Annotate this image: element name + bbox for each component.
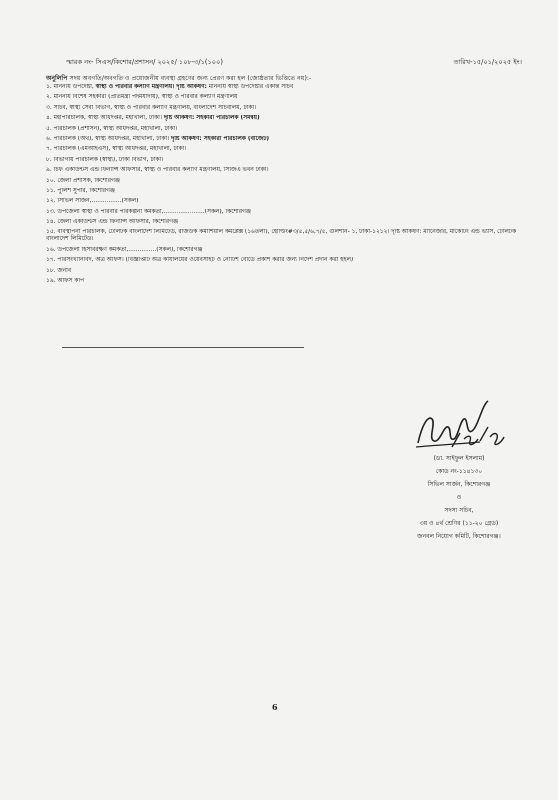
signature-block (394, 452, 524, 543)
distribution-item (46, 157, 526, 164)
distribution-item (46, 278, 526, 285)
distribution-item-pre: ৭. পরিচালক (এমআইএস), স্বাস্থ্য অধিদপ্তর, মহাখালী, ঢাকা। (46, 146, 187, 153)
distribution-item (46, 257, 526, 264)
distribution-item-pre: ১৫. ব্যবস্থাপনা পরিচালক, টেলিটক বাংলাদেশ লিমিটেড, রাজউক কমার্শিয়াল কমপ্লেক্স (১৬তলা), হোল্ডিং#৩/৫,৫/৬,৭/৫, গুলশান- ১, ঢাকা-১২১২। দৃষ্টি আকর্ষণ: ম্যানেজার, মার্কেটিং এন্ড ভ্যাস, টেলিটক বাংলাদেশ লিমিটেড। (46, 229, 517, 243)
distribution-item-pre: ৩. সচিব, স্বাস্থ্য সেবা বিভাগ, স্বাস্থ্য ও পরিবার কল্যাণ মন্ত্রণালয়, বাংলাদেশ সচিবালয়, ঢাকা। (46, 104, 257, 111)
distribution-item-pre: ১৬. উপজেলা হিসাবরক্ষণ কর্মকর্তা,...............(সকল), কিশোরগঞ্জ (46, 246, 203, 253)
distribution-item-pre: ৫. পরিচালক (প্রশাসন), স্বাস্থ্য অধিদপ্তর, মহাখালী, ঢাকা। (46, 125, 178, 132)
signatory-name: (ডা. সাইফুল ইসলাম) (433, 455, 485, 462)
signatory-code: কোড নং-১১৪১৩০ (435, 468, 483, 475)
memo-date: তারিখ-১৫/০১/২০২৫ ইং। (453, 58, 522, 66)
signatory-role: সদস্য সচিব, (444, 507, 474, 514)
distribution-item-pre: ৯. চিফ একাউন্টস এন্ড ফিন্যান্স অফিসার, স্বাস্থ্য ও পরিবার কল্যাণ মন্ত্রণালয়, সিজিএ ভবন ঢাকা। (46, 167, 269, 174)
distribution-item (46, 84, 526, 91)
distribution-item-post: মাননীয় স্বাস্থ্য উপদেষ্টার একান্ত সচিব (206, 84, 294, 90)
distribution-item-bold: দৃষ্টি আকর্ষণ: সহকারী পরিচালক (সমন্বয়) (163, 115, 260, 122)
copy-heading-text: সদয় অবগতি/অবগতি ও প্রয়োজনীয় ব্যবস্থা গ্রহণের জন্য প্রেরণ করা হল (জ্যেষ্ঠতার ভিত্তিতে নয়):- (69, 75, 312, 82)
distribution-item (46, 146, 526, 153)
memo-number: স্মারক নং- সিএস/কিশোর/প্রশাসন/ ২০২৫/ ১০৮-৩/১(১০০) (66, 58, 223, 66)
distribution-item-pre: ১. মাননীয় উপদেষ্টা, (46, 84, 96, 90)
distribution-item-pre: ২. মাননীয় বিশেষ সহকারী (প্রতিমন্ত্রী পদমর্যাদায়), স্বাস্থ্য ও পরিবার কল্যাণ মন্ত্রণালয় (46, 94, 238, 101)
distribution-item (46, 219, 526, 226)
distribution-item-pre: ১৯. অফিস কপি (46, 278, 85, 285)
copy-heading (46, 73, 526, 84)
distribution-item (46, 209, 526, 216)
signatory-title: সিভিল সার্জন, কিশোরগঞ্জ (427, 481, 491, 488)
distribution-item (46, 247, 526, 254)
distribution-item (46, 115, 526, 122)
page-number: 6 (272, 702, 278, 712)
distribution-item (46, 188, 526, 195)
distribution-item (46, 178, 526, 185)
distribution-item-pre: ১২. সিভিল সার্জন,................(সকল) (46, 198, 139, 205)
distribution-item-pre: ১০. জেলা প্রশাসক, কিশোরগঞ্জ (46, 177, 120, 184)
distribution-item (46, 94, 526, 101)
distribution-item-bold: স্বাস্থ্য ও পরিবার কল্যাণ মন্ত্রণালয়। দৃষ্টি আকর্ষণ: (95, 84, 207, 90)
separator-line (62, 347, 304, 348)
distribution-item (46, 105, 526, 112)
distribution-item-pre: ১৪. জেলা একাউন্টস এন্ড ফিন্যান্স অফিসার, কিশোরগঞ্জ (46, 219, 178, 226)
distribution-item (46, 229, 526, 243)
distribution-item (46, 268, 526, 275)
distribution-item-bold: দৃষ্টি আকর্ষণ: সহকারী পরিচালক (বাজেট) (171, 135, 270, 142)
distribution-list (46, 84, 526, 288)
distribution-item (46, 136, 526, 143)
distribution-item-pre: ১৩. উপজেলা স্বাস্থ্য ও পরিবার পরিকল্পনা কর্মকর্তা,......................(সকল), কিশোরগঞ্জ (46, 208, 251, 215)
distribution-item (46, 126, 526, 133)
distribution-item (46, 198, 526, 205)
copy-heading-label: অনুলিপি (46, 75, 70, 82)
distribution-item-pre: ৪. মহাপরিচালক, স্বাস্থ্য অধিদপ্তর, মহাখালী, ঢাকা। (46, 115, 164, 122)
handwritten-signature (408, 395, 508, 455)
distribution-item-pre: ১১. পুলিশ সুপার, কিশোরগঞ্জ (46, 187, 115, 194)
signatory-conjunction: ও (456, 494, 462, 501)
distribution-item-pre: ১৮. জনাব (46, 267, 72, 274)
signatory-grade: ৩য় ও ৪র্থ শ্রেণির (১১-২০ গ্রেড) (419, 520, 499, 527)
distribution-item-pre: ১৭. পরিসংখ্যানবিদ, অত্র অফিস। (বিজ্ঞপ্তিটি অত্র কার্যালয়ের ওয়েবসাইট ও নোটিশ বোর্ডে প্রকাশ করার জন্য নির্দেশ প্রদান করা হইল) (46, 257, 354, 264)
distribution-item-pre: ৮. বিভাগীয় পরিচালক (স্বাস্থ্য), ঢাকা বিভাগ, ঢাকা। (46, 156, 164, 163)
signatory-committee: জনবল নিয়োগ কমিটি, কিশোরগঞ্জ। (417, 533, 501, 540)
distribution-item (46, 167, 526, 174)
distribution-item-pre: ৬. পরিচালক (অর্থ), স্বাস্থ্য অধিদপ্তর, মহাখালী, ঢাকা। (46, 135, 172, 142)
